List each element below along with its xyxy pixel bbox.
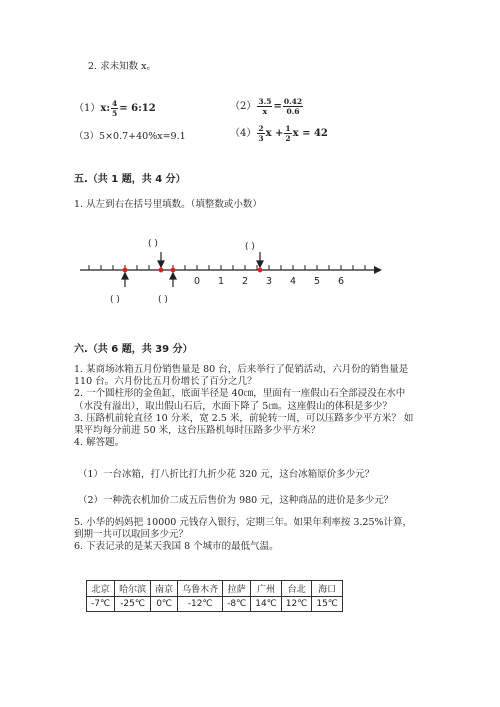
tick-label: 5 <box>313 276 321 287</box>
section-title-6: 六.（共 6 题，共 39 分） <box>74 344 193 355</box>
table-cell: 北京 <box>87 581 115 597</box>
tick-label: 1 <box>217 276 225 287</box>
fraction <box>257 124 264 143</box>
table-cell: 乌鲁木齐 <box>178 581 223 597</box>
table-cell: -25℃ <box>115 597 151 612</box>
tick-label: 4 <box>289 276 297 287</box>
equation-part: x + <box>265 128 284 139</box>
minor-ticks <box>89 265 365 270</box>
numerator: 3.5 <box>258 97 272 106</box>
question-line: （水没有溢出），取出假山石后，水面下降了 5㎝。这座假山的体积是多少？ <box>74 400 392 412</box>
question-5 <box>74 517 412 554</box>
fraction <box>284 124 291 143</box>
table-cell: 南京 <box>151 581 178 597</box>
table-cell: 12℃ <box>281 597 312 612</box>
answer-bracket: ( ) <box>148 239 158 249</box>
question-line: 3. 压路机前轮直径 10 分米，宽 2.5 米，前轮转一周，可以压路多少平方米？ 如 <box>74 412 414 424</box>
fraction <box>283 97 303 116</box>
arrow-head-icon <box>374 266 382 274</box>
numerator: 4 <box>112 99 118 108</box>
denominator: 5 <box>112 109 118 118</box>
question-line: 到期一共可以取回多少元？ <box>74 529 189 541</box>
sub-question-2: （2）一种洗衣机加价二成五后售价为 980 元，这种商品的进价是多少元？ <box>78 495 394 506</box>
denominator: 3 <box>258 134 264 143</box>
tick-label: 0 <box>193 276 201 287</box>
tick-label: 6 <box>337 276 345 287</box>
answer-bracket: ( ) <box>245 242 255 252</box>
tick-label: 2 <box>241 276 249 287</box>
question-line: 2. 一个圆柱形的金鱼缸，底面半径是 40㎝，里面有一座假山石全部浸没在水中 <box>74 388 406 400</box>
equation-1 <box>74 99 156 118</box>
tick-label: 3 <box>265 276 273 287</box>
down-arrow-icon <box>257 252 263 267</box>
question-line: 110 台。六月份比五月份增长了百分之几？ <box>74 376 257 388</box>
question-line: 5. 小华的妈妈把 10000 元钱存入银行，定期三年。如果年利率按 3.25%计算， <box>74 517 413 528</box>
tick-labels <box>194 276 344 287</box>
table-cell: -12℃ <box>178 597 223 612</box>
numerator: 1 <box>285 124 291 133</box>
equation-part: x: <box>100 103 111 114</box>
question-block <box>74 364 413 449</box>
table-cell: -7℃ <box>87 597 115 612</box>
section-title-5: 五.（共 1 题，共 4 分） <box>74 174 186 185</box>
fraction <box>111 99 118 118</box>
fraction <box>257 97 272 116</box>
numerator: 0.42 <box>283 97 303 106</box>
table-cell: 海口 <box>312 581 343 597</box>
denominator: 0.6 <box>286 107 300 116</box>
equation-2 <box>230 97 304 116</box>
temperature-table <box>86 580 343 612</box>
number-line-figure <box>70 232 390 312</box>
question-heading: 2. 求未知数 x。 <box>88 61 156 72</box>
question-line: 6. 下表记录的是某天我国 8 个城市的最低气温。 <box>74 541 279 553</box>
table-cell: 台北 <box>281 581 312 597</box>
equation-3 <box>74 128 186 142</box>
question-text: 1. 从左到右在括号里填数。（填整数或小数） <box>74 199 262 210</box>
equation-label: （2） <box>230 101 257 112</box>
equation-part: 5×0.7+40%x=9.1 <box>99 131 186 142</box>
equation-label: （4） <box>230 128 257 139</box>
equation-label: （1） <box>74 103 101 114</box>
table-cell: 14℃ <box>251 597 282 612</box>
table-row-cities <box>87 581 343 597</box>
question-line: 4. 解答题。 <box>74 437 125 449</box>
table-row-temps <box>87 597 343 612</box>
up-arrow-icon <box>170 273 176 287</box>
table-cell: 哈尔滨 <box>115 581 151 597</box>
equation-part: x = 42 <box>292 128 328 139</box>
sub-question-1: （1）一台冰箱，打八折比打九折少花 320 元，这台冰箱原价多少元？ <box>78 469 375 480</box>
answer-bracket: ( ) <box>158 295 168 305</box>
equation-label: （3） <box>74 131 100 142</box>
table-cell: 0℃ <box>151 597 178 612</box>
table-cell: 15℃ <box>312 597 343 612</box>
answer-bracket: ( ) <box>110 295 120 305</box>
equation-part: = 6:12 <box>119 103 156 114</box>
down-arrow-icon <box>158 252 164 267</box>
question-line: 1. 某商场冰箱五月份销售量是 80 台，后来举行了促销活动，六月份的销售量是 <box>74 364 409 375</box>
question-line: 果平均每分前进 50 米，这台压路机每时压路多少平方米？ <box>74 425 321 437</box>
equation-4 <box>230 124 328 143</box>
equation-part: = <box>273 101 282 112</box>
table-cell: 拉萨 <box>223 581 251 597</box>
up-arrow-icon <box>122 273 128 287</box>
table-cell: -8℃ <box>223 597 251 612</box>
denominator: x <box>262 107 268 116</box>
numerator: 2 <box>258 124 264 133</box>
table-cell: 广州 <box>251 581 282 597</box>
denominator: 2 <box>285 134 291 143</box>
